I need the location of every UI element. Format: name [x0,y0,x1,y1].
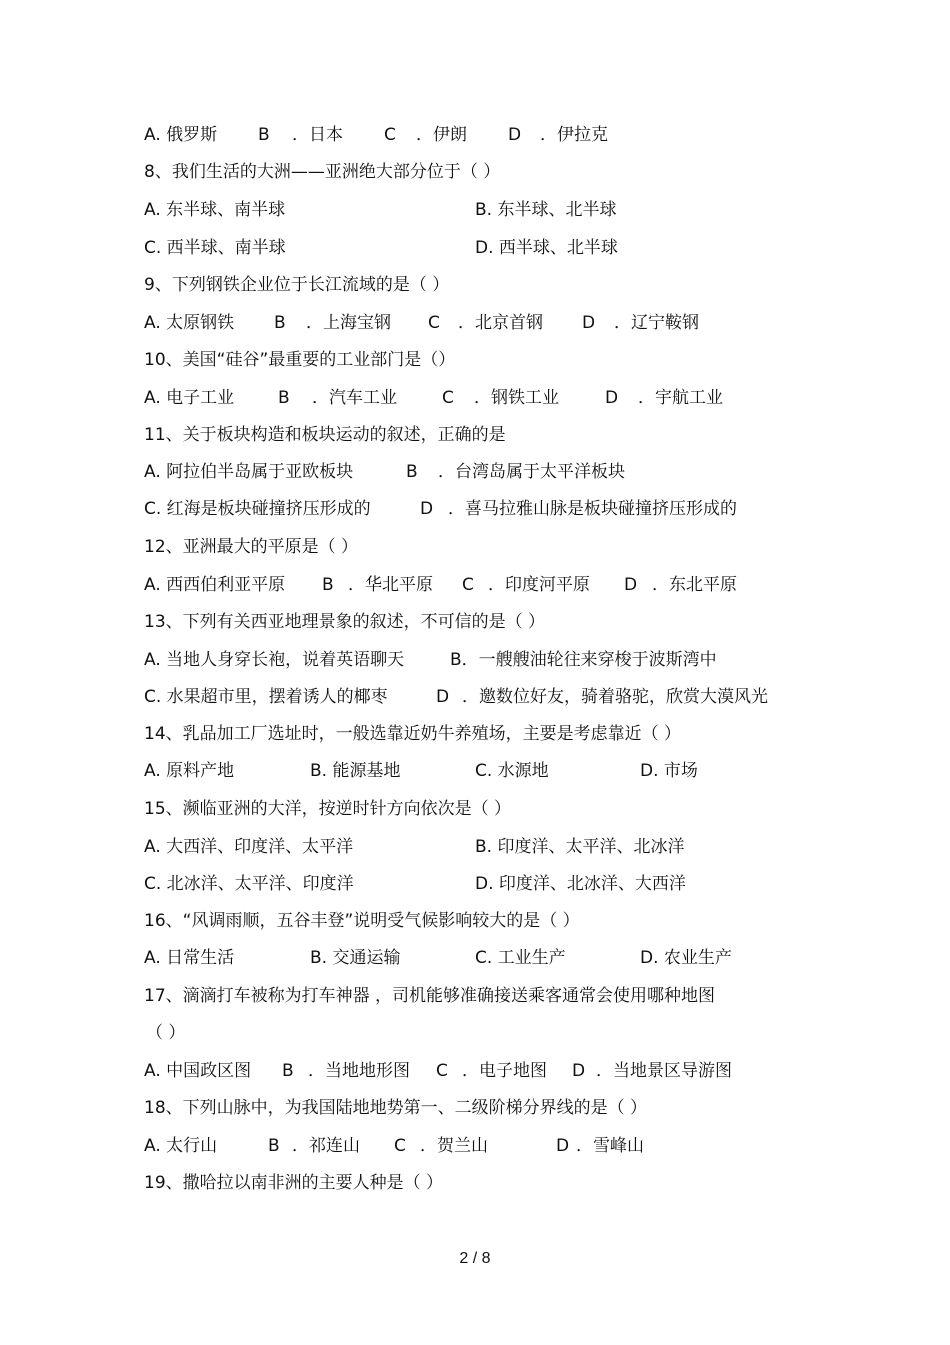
option-c: C. 西半球、南半球 [144,238,286,258]
option-a: A. 太原钢铁 [144,313,235,333]
option-a: A. 日常生活 [144,948,235,968]
option-b-letter: B [258,125,270,145]
option-a: A. 电子工业 [144,388,235,408]
option-d-letter: D [556,1136,570,1156]
question-18: 18、下列山脉中，为我国陆地地势第一、二级阶梯分界线的是（ ） [144,1098,648,1118]
option-c-letter: C [442,388,454,408]
option-a: A. 俄罗斯 [144,125,218,145]
option-d-letter: D [624,575,638,595]
question-11: 11、关于板块构造和板块运动的叙述，正确的是 [144,425,506,445]
option-b-text: ．祁连山 [292,1136,360,1156]
option-c-letter: C [428,313,440,333]
option-d-text: ．喜马拉雅山脉是板块碰撞挤压形成的 [448,499,737,519]
option-b: B. 东半球、北半球 [475,200,617,220]
question-17-blank: （ ） [146,1023,186,1043]
option-b-text: ．汽车工业 [312,388,397,408]
option-a: A. 原料产地 [144,761,235,781]
option-b: B．一艘艘油轮往来穿梭于波斯湾中 [450,650,717,670]
option-c: C. 北冰洋、太平洋、印度洋 [144,874,354,894]
question-13: 13、下列有关西亚地理景象的叙述，不可信的是（ ） [144,612,546,632]
option-b-letter: B [282,1061,294,1081]
option-c: C. 红海是板块碰撞挤压形成的 [144,499,371,519]
option-b: B. 交通运输 [310,948,401,968]
option-d-letter: D [436,687,450,707]
question-12: 12、亚洲最大的平原是（ ） [144,537,359,557]
option-d-text: ．东北平原 [652,575,737,595]
option-c-letter: C [462,575,474,595]
option-d-text: ．雪峰山 [576,1136,644,1156]
option-b-text: ．日本 [292,125,343,145]
option-b-text: ．上海宝钢 [306,313,391,333]
option-d-letter: D [572,1061,586,1081]
option-d: D. 农业生产 [640,948,732,968]
option-d-letter: D [508,125,522,145]
option-c-text: ．电子地图 [462,1061,547,1081]
option-d-text: ．当地景区导游图 [596,1061,732,1081]
option-b-letter: B [278,388,290,408]
option-d: D. 印度洋、北冰洋、大西洋 [475,874,686,894]
option-b: B. 能源基地 [310,761,401,781]
option-c: C. 水果超市里，摆着诱人的椰枣 [144,687,388,707]
option-c: C. 工业生产 [475,948,566,968]
question-10: 10、美国“硅谷”最重要的工业部门是（） [144,350,456,370]
option-c-letter: C [384,125,396,145]
option-c-text: ．贺兰山 [420,1136,488,1156]
option-c-text: ．北京首钢 [458,313,543,333]
option-c-letter: C [394,1136,406,1156]
question-19: 19、撒哈拉以南非洲的主要人种是（ ） [144,1173,444,1193]
option-c-text: ．伊朗 [416,125,467,145]
option-a: A. 东半球、南半球 [144,200,286,220]
option-d-letter: D [420,499,434,519]
option-d-text: ．宇航工业 [638,388,723,408]
question-17: 17、滴滴打车被称为打车神器 ，司机能够准确接送乘客通常会使用哪种地图 [144,986,716,1006]
option-a: A. 西西伯利亚平原 [144,575,286,595]
question-16: 16、“风调雨顺，五谷丰登”说明受气候影响较大的是（ ） [144,911,580,931]
option-c-letter: C [436,1061,448,1081]
option-a: A. 太行山 [144,1136,218,1156]
question-14: 14、乳品加工厂选址时，一般选靠近奶牛养殖场，主要是考虑靠近（ ） [144,724,682,744]
option-d: D. 西半球、北半球 [475,238,618,258]
option-c: C. 水源地 [475,761,549,781]
option-b: B. 印度洋、太平洋、北冰洋 [475,837,685,857]
option-b-letter: B [274,313,286,333]
option-b-text: ．台湾岛属于太平洋板块 [438,462,625,482]
option-d-letter: D [605,388,619,408]
page-number: 2 / 8 [459,1250,491,1267]
question-9: 9、下列钢铁企业位于长江流域的是（ ） [144,275,450,295]
option-a: A. 大西洋、印度洋、太平洋 [144,837,354,857]
option-d-text: ．邀数位好友，骑着骆驼，欣赏大漠风光 [462,687,768,707]
option-b-letter: B [268,1136,280,1156]
question-8: 8、我们生活的大洲——亚洲绝大部分位于（ ） [144,162,501,182]
option-a: A. 中国政区图 [144,1061,252,1081]
option-a: A. 当地人身穿长袍，说着英语聊天 [144,650,405,670]
question-15: 15、濒临亚洲的大洋，按逆时针方向依次是（ ） [144,799,512,819]
option-d-text: ．伊拉克 [540,125,608,145]
option-d: D. 市场 [640,761,698,781]
option-b-text: ．当地地形图 [308,1061,410,1081]
option-b-letter: B [322,575,334,595]
option-c-text: ．印度河平原 [488,575,590,595]
option-c-text: ．钢铁工业 [474,388,559,408]
option-a: A. 阿拉伯半岛属于亚欧板块 [144,462,354,482]
option-d-letter: D [582,313,596,333]
option-b-text: ．华北平原 [348,575,433,595]
option-b-letter: B [406,462,418,482]
option-d-text: ．辽宁鞍钢 [614,313,699,333]
